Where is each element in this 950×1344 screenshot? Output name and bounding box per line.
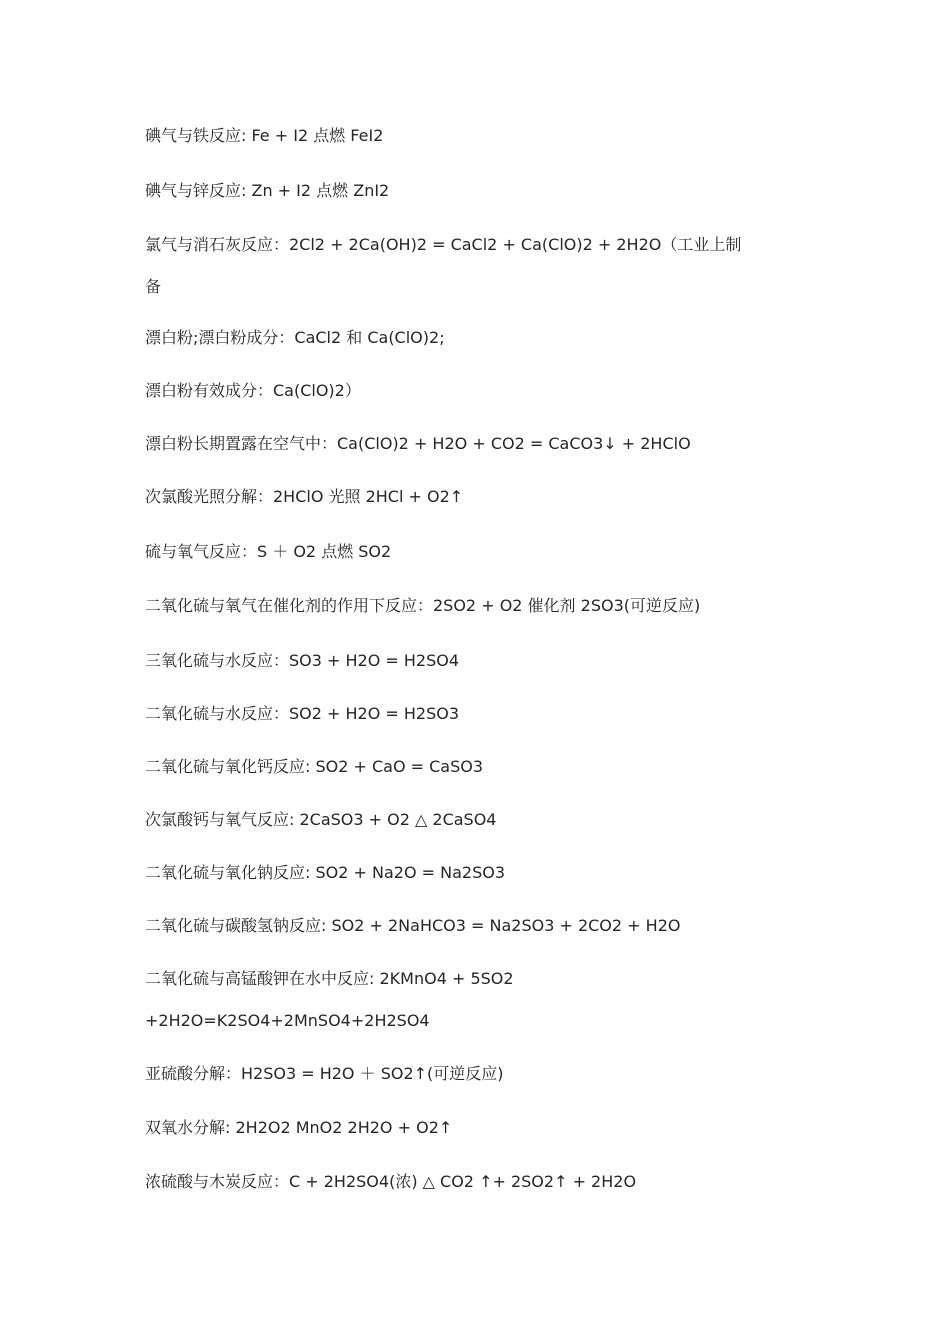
- text-line: 二氧化硫与高锰酸钾在水中反应: 2KMnO4 + 5SO2: [145, 969, 514, 988]
- text-line: 氯气与消石灰反应：2Cl2 + 2Ca(OH)2 = CaCl2 + Ca(ClO)2 + 2H2O（工业上制: [145, 235, 742, 254]
- text-line: 二氧化硫与氧化钙反应: SO2 + CaO = CaSO3: [145, 757, 484, 776]
- text-line: 碘气与锌反应: Zn + I2 点燃 ZnI2: [145, 181, 390, 200]
- text-line: 亚硫酸分解：H2SO3 = H2O ＋ SO2↑(可逆反应): [145, 1064, 504, 1083]
- text-line: 漂白粉;漂白粉成分：CaCl2 和 Ca(ClO)2;: [145, 328, 445, 347]
- text-line: 次氯酸钙与氧气反应: 2CaSO3 + O2 △ 2CaSO4: [145, 810, 497, 829]
- text-line: 双氧水分解: 2H2O2 MnO2 2H2O + O2↑: [145, 1118, 453, 1137]
- text-line: 硫与氧气反应：S ＋ O2 点燃 SO2: [145, 542, 392, 561]
- text-line: 浓硫酸与木炭反应：C + 2H2SO4(浓) △ CO2 ↑+ 2SO2↑ + 2H2O: [145, 1172, 637, 1191]
- text-line: 备: [145, 277, 162, 296]
- text-line: 二氧化硫与水反应：SO2 + H2O = H2SO3: [145, 704, 460, 723]
- text-line: 漂白粉长期置露在空气中：Ca(ClO)2 + H2O + CO2 = CaCO3↓ + 2HClO: [145, 434, 691, 453]
- text-line: 次氯酸光照分解：2HClO 光照 2HCl + O2↑: [145, 487, 464, 506]
- text-line: +2H2O=K2SO4+2MnSO4+2H2SO4: [145, 1011, 430, 1030]
- text-line: 三氧化硫与水反应：SO3 + H2O = H2SO4: [145, 651, 460, 670]
- text-line: 碘气与铁反应: Fe + I2 点燃 FeI2: [145, 126, 384, 145]
- text-line: 二氧化硫与氧化钠反应: SO2 + Na2O = Na2SO3: [145, 863, 505, 882]
- text-line: 二氧化硫与碳酸氢钠反应: SO2 + 2NaHCO3 = Na2SO3 + 2CO2 + H2O: [145, 916, 681, 935]
- text-line: 漂白粉有效成分：Ca(ClO)2）: [145, 381, 361, 400]
- text-line: 二氧化硫与氧气在催化剂的作用下反应：2SO2 + O2 催化剂 2SO3(可逆反应): [145, 596, 701, 615]
